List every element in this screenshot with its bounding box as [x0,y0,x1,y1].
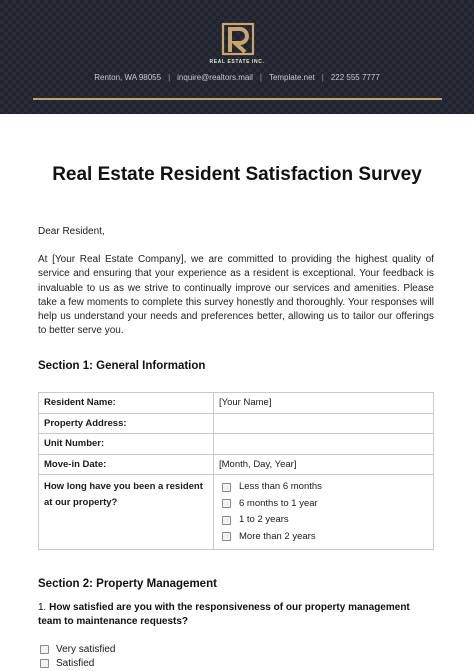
option-label: 6 months to 1 year [239,497,318,509]
option-1-to-2-years[interactable] [219,512,428,529]
question-1 [38,601,434,629]
option-more-than-2-years[interactable] [219,529,428,546]
field-label: Property Address: [39,413,214,434]
field-label: Move-in Date: [39,454,214,475]
unit-number-field[interactable] [214,434,434,455]
checkbox[interactable] [40,645,49,654]
option-label: Very satisfied [56,644,116,655]
option-label: Less than 6 months [239,481,322,493]
separator: | [259,73,262,82]
section1-heading: Section 1: General Information [38,360,206,372]
checkbox[interactable] [222,532,231,541]
move-in-date-field[interactable]: [Month, Day, Year] [214,454,434,475]
field-label: Resident Name: [39,393,214,414]
checkbox[interactable] [222,499,231,508]
option-label: 1 to 2 years [239,514,289,526]
option-6-months-to-1-year[interactable] [219,496,428,513]
contact-address: Renton, WA 98055 [94,73,162,82]
general-info-table [38,392,434,550]
option-less-than-6-months[interactable] [219,479,428,496]
option-label: More than 2 years [239,530,316,542]
contact-email[interactable]: inquire@realtors.mail [177,73,253,82]
residence-duration-options [214,475,434,550]
contact-website[interactable]: Template.net [268,73,315,82]
table-row [39,475,434,550]
option-very-satisfied[interactable] [40,644,115,655]
question-text: How satisfied are you with the responsiveness of our property management team to maintenance requests? [38,602,410,627]
brand-name: REAL ESTATE INC. [209,59,265,65]
real-estate-logo-icon [221,22,255,56]
section2-heading: Section 2: Property Management [38,578,217,590]
intro-paragraph: At [Your Real Estate Company], we are committed to providing the highest quality of service and ensuring that your experience as a resident is exceptional. Your feedback is invaluable to us as we strive to continually improve our services and amenities. Please take a few moments to complete this survey honestly and thoroughly. Your responses will help us understand your needs and preferences better, allowing us to tailor our offerings to better serve you. [38,254,434,337]
option-satisfied[interactable] [40,658,94,669]
table-row [39,434,434,455]
separator: | [321,73,324,82]
page-title: Real Estate Resident Satisfaction Survey [52,164,422,185]
letterhead [0,0,474,114]
table-row [39,413,434,434]
field-label: Unit Number: [39,434,214,455]
contact-line [0,73,474,82]
checkbox[interactable] [40,659,49,668]
salutation: Dear Resident, [38,226,105,237]
gold-divider [33,98,442,100]
checkbox[interactable] [222,516,231,525]
property-address-field[interactable] [214,413,434,434]
checkbox[interactable] [222,483,231,492]
option-label: Satisfied [56,658,95,669]
table-row [39,393,434,414]
contact-phone: 222 555 7777 [330,73,380,82]
resident-name-field[interactable]: [Your Name] [214,393,434,414]
separator: | [168,73,171,82]
question-number: 1. [38,602,47,613]
residence-duration-question: How long have you been a resident at our property? [39,475,214,550]
table-row [39,454,434,475]
